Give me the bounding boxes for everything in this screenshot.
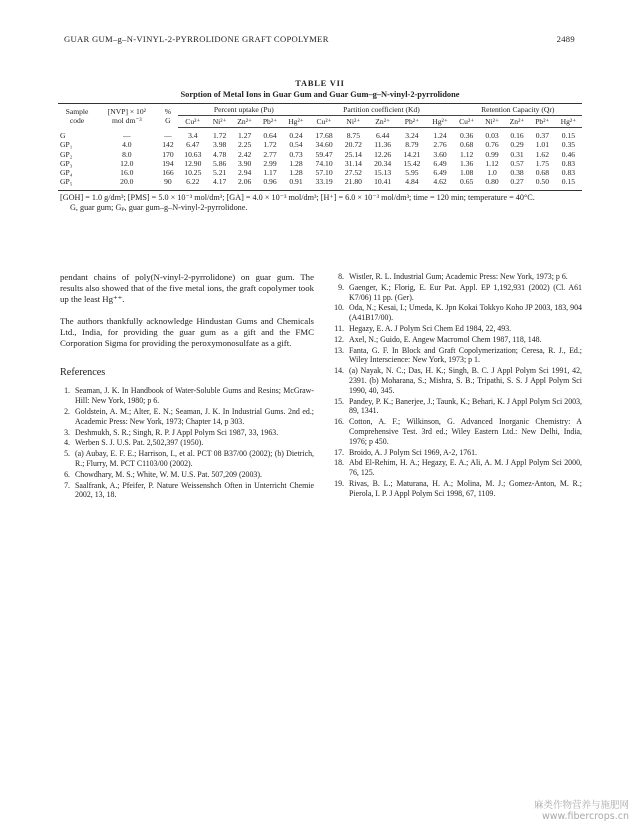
table-cell: 14.21 [403,149,421,159]
header-partition-coefficient: Partition coefficient (Kd) [309,104,453,116]
table-cell: 0.57 [510,158,524,168]
table-cell: 0.54 [289,140,303,150]
reference-number: 14. [334,366,344,376]
table-cell: 20.0 [120,177,134,187]
table-cell: GP₁ [60,140,73,150]
table-vii [58,78,582,214]
table-cell: 5.86 [213,158,227,168]
reference-text: Werben S. J. U.S. Pat. 2,502,397 (1950). [75,438,204,448]
table-cell: 17.68 [315,131,333,140]
table-cell: 1.17 [263,168,277,178]
reference-text: Chowdhary, M. S.; White, W. M. U.S. Pat. 507,209 (2003). [75,469,262,479]
reference-item [334,397,582,417]
table-cell: 0.37 [535,131,550,140]
reference-text: Cotton, A. F.; Wilkinson, G. Advanced Inorganic Chemistry: A Comprehensive Test. 3rd ed.; Wiley Eastern Ltd.: New Delhi, India, 1976; p 450. [349,417,582,446]
table-row [58,150,582,159]
reference-item [334,346,582,366]
table-body [58,128,582,191]
table-cell: 5.21 [213,168,227,178]
table-cell: 0.83 [561,158,576,168]
table-cell: 0.35 [561,140,576,150]
table-cell: 15.42 [403,158,421,168]
reference-text: Deshmukh, S. R.; Singh, R. P. J Appl Polym Sci 1987, 33, 1963. [75,427,279,437]
table-cell: 3.4 [188,131,198,140]
table-cell: 0.68 [460,140,474,150]
reference-item [60,438,314,448]
table-row [58,128,582,141]
table-cell: 1.08 [460,168,474,178]
table-caption [58,78,582,100]
table-row [58,159,582,168]
reference-text: Pandey, P. K.; Banerjee, J.; Taunk, K.; Behari, K. J Appl Polym Sci 2003, 89, 1341. [349,396,582,416]
table-cell: 0.15 [561,177,576,187]
table-cell: 6.49 [433,158,447,168]
reference-text: (a) Nayak, N. C.; Das, H. K.; Singh, B. C. J Appl Polym Sci 1991, 42, 2391. (b) Moharana, S.; Mishra, S. B.; Tripathi, S. S. J Appl Polym Sci 1990, 40, 345. [349,366,582,395]
reference-text: Hegazy, E. A. J Polym Sci Chem Ed 1984, 22, 493. [349,323,512,333]
table-cell: 5.95 [405,168,419,178]
reference-text: Saalfrank, A.; Pfeifer, P. Nature Weissenshch Often in Unterricht Chemie 2002, 13, 18. [75,480,314,500]
table-cell: 1.27 [238,131,252,140]
table-cell: 0.73 [289,149,303,159]
reference-item [334,366,582,395]
table-cell: GP₅ [60,177,73,187]
table-cell: 3.60 [433,149,447,159]
table-cell: 31.14 [344,158,362,168]
table-footnote [58,193,582,214]
table-cell: 166 [162,168,174,178]
table-cell: 1.36 [460,158,474,168]
table-cell: 2.76 [433,140,447,150]
watermark-line-1: 麻类作物营养与施肥网 [533,800,629,811]
table-cell: 27.52 [344,168,362,178]
reference-item [334,272,582,282]
table-cell: 25.14 [344,149,362,159]
left-column [60,272,314,501]
table-cell: 21.80 [344,177,362,187]
reference-number: 3. [64,427,70,437]
reference-item [334,335,582,345]
table-cell: 12.26 [374,149,392,159]
table-cell: 6.44 [376,131,390,140]
reference-item [334,324,582,334]
table-cell: 4.84 [405,177,419,187]
table-cell: 1.72 [213,131,227,140]
page-number: 2489 [556,34,575,44]
table-cell: 0.16 [510,131,524,140]
reference-item [60,470,314,480]
reference-text: Goldstein, A. M.; Alter, E. N.; Seaman, J. K. In Industrial Gums. 2nd ed.; Academic Press: New York, 1973; Chapter 14, p 303. [75,407,314,426]
table-cell: 33.19 [315,177,333,187]
reference-number: 6. [64,469,70,479]
watermark-line-2: www.fibercrops.cn [542,811,629,822]
table-cell: 0.83 [561,168,576,178]
table-row [58,140,582,149]
table-cell: 0.24 [289,131,303,140]
table-cell: 0.31 [510,149,524,159]
ion-header: Zn²⁺ [368,116,397,128]
table-cell: 4.0 [122,140,132,150]
table-cell: 59.47 [315,149,333,159]
table-cell: 0.99 [485,149,499,159]
table-cell: 0.46 [561,149,576,159]
table-cell: 4.17 [213,177,227,187]
reference-item [60,407,314,427]
ion-header: Pb²⁺ [257,116,282,128]
table-cell: 15.13 [374,168,392,178]
table-cell: 2.77 [263,149,277,159]
running-head [64,34,575,44]
table-cell: 1.28 [289,158,303,168]
references-list-right [334,272,582,499]
reference-text: Fanta, G. F. In Block and Graft Copolymerization; Ceresa, R. J., Ed.; Wiley Interscience: New York, 1973; p 1. [349,345,582,365]
references-list-left [60,386,314,500]
watermark [534,800,629,822]
table-cell: 0.27 [510,177,524,187]
table-label: TABLE VII [295,79,345,88]
reference-number: 15. [334,396,344,406]
reference-item [60,481,314,501]
table-cell: 11.36 [374,140,392,150]
reference-item [334,448,582,458]
table-cell: 1.12 [460,149,474,159]
reference-item [334,479,582,499]
table-cell: 8.75 [346,131,361,140]
reference-number: 11. [334,323,344,333]
ion-header: Cu²⁺ [309,116,338,128]
reference-text: Rivas, B. L.; Maturana, H. A.; Molina, M. J.; Gomez-Anton, M. R.; Pierola, I. P. J Appl Polym Sci 1998, 67, 1109. [349,478,582,498]
reference-text: (a) Aubay, E. F. E.; Harrison, I., et al. PCT 08 B37/00 (2002); (b) Dietrich, R.; Flurry, M. PCT C1103/00 (2002). [75,449,314,468]
table-cell: 90 [164,177,172,187]
reference-item [334,417,582,446]
sorption-table [58,103,582,191]
ion-header: Zn²⁺ [232,116,258,128]
table-cell: 0.65 [460,177,474,187]
reference-number: 16. [334,417,344,427]
ion-header: Hg²⁺ [555,116,582,128]
table-cell: 20.34 [374,158,392,168]
table-cell: 0.91 [289,177,303,187]
table-cell: 1.24 [433,131,447,140]
reference-text: Axel, N.; Guido, E. Angew Macromol Chem 1987, 118, 148. [349,334,542,344]
reference-item [334,303,582,323]
reference-number: 13. [334,345,344,355]
right-column [334,272,582,500]
table-cell: 0.80 [485,177,499,187]
table-cell: GP₄ [60,168,73,178]
header-percent-uptake: Percent uptake (Pu) [178,104,309,116]
table-cell: 3.98 [213,140,227,150]
table-cell: G [60,130,66,140]
table-cell: 142 [162,140,174,150]
reference-number: 17. [334,447,344,457]
body-paragraph-2: The authors thankfully acknowledge Hindustan Gums and Chemicals Ltd., India, for providing the guar gum as a gift and the FMC Corporation Sigma for providing the peroxymonosulfate as a gift. [60,315,314,349]
references-heading: References [60,367,106,379]
table-cell: 0.50 [535,177,550,187]
ion-header: Cu²⁺ [178,116,207,128]
reference-text: Oda, N.; Kesai, I.; Umeda, K. Jpn Kokai Tokkyo Koho JP 2003, 183, 904 (A41B17/00). [349,303,582,323]
table-row [58,168,582,177]
table-cell: 0.03 [485,131,499,140]
reference-item [60,449,314,469]
table-cell: 0.64 [263,131,277,140]
table-cell: 0.76 [485,140,499,150]
table-cell: — [164,130,172,140]
body-paragraph-1: pendant chains of poly(N-vinyl-2-pyrrolidone) on guar gum. The results also showed that of the five metal ions, the graft copolymer took up the least Hg⁺⁺. [60,272,314,305]
reference-item [334,458,582,478]
table-cell: 10.63 [184,149,202,159]
table-cell: 16.0 [120,168,134,178]
table-cell: 2.99 [263,158,277,168]
reference-number: 1. [64,386,70,396]
table-cell: 2.94 [238,168,252,178]
table-cell: 2.25 [238,140,252,150]
table-cell: 10.25 [184,168,202,178]
reference-number: 2. [64,407,70,417]
table-cell: 1.01 [535,140,550,150]
header-grafting: % G [164,106,172,125]
header-nvp: [NVP] × 10² mol dm⁻³ [107,106,146,125]
table-cell: 6.47 [186,140,200,150]
table-cell: 0.68 [535,168,550,178]
header-sample: Sample code [65,106,89,125]
reference-number: 7. [64,480,70,490]
reference-text: Seaman, J. K. In Handbook of Water-Soluble Gums and Resins; McGraw-Hill: New York, 1980; p 6. [75,386,314,406]
table-cell: 1.12 [485,158,499,168]
reference-text: Gaenger, K.; Florig, E. Eur Pat. Appl. EP 1,192,931 (2002) (Cl. A61 K7/06) 11 pp. (Ger). [349,282,582,302]
table-cell: 8.0 [122,149,132,159]
ion-header: Pb²⁺ [397,116,426,128]
table-cell: 1.72 [263,140,277,150]
reference-item [60,386,314,406]
table-cell: 1.75 [535,158,550,168]
ion-header: Ni²⁺ [207,116,231,128]
reference-text: Wistler, R. L. Industrial Gum; Academic Press: New York, 1973; p 6. [349,272,568,281]
reference-item [60,428,314,438]
table-cell: 20.72 [344,140,362,150]
reference-number: 9. [338,282,344,292]
reference-number: 12. [334,334,344,344]
table-row [58,177,582,190]
reference-number: 8. [338,272,344,281]
table-cell: 3.90 [238,158,252,168]
table-footnote-conditions: [GOH] = 1.0 g/dm³; [PMS] = 5.0 × 10⁻³ mol/dm³; [GA] = 4.0 × 10⁻³ mol/dm³; [H⁺] = 6.0 × 10⁻³ mol/dm³; time = 120 min; temperature = 40°C. [60,192,535,202]
header-retention-capacity: Retention Capacity (Qr) [454,104,582,116]
ion-header: Hg²⁺ [427,116,454,128]
table-cell: 1.28 [289,168,303,178]
reference-number: 10. [334,303,344,313]
table-cell: 170 [162,149,174,159]
table-cell: 10.41 [374,177,392,187]
table-cell: GP₃ [60,158,73,168]
reference-text: Broido, A. J Polym Sci 1969, A-2, 1761. [349,447,478,457]
reference-number: 19. [334,478,344,488]
table-cell: 12.0 [120,158,134,168]
table-cell: 6.49 [433,168,447,178]
ion-header: Cu²⁺ [454,116,480,128]
table-cell: 12.90 [184,158,202,168]
table-title: Sorption of Metal Ions in Guar Gum and Guar Gum–g–N-vinyl-2-pyrrolidone [180,90,460,99]
ion-header: Zn²⁺ [504,116,530,128]
table-cell: 6.22 [186,177,200,187]
table-cell: 3.24 [405,131,419,140]
table-cell: 0.38 [510,168,524,178]
table-cell: 2.06 [238,177,252,187]
reference-number: 5. [64,449,70,459]
table-cell: 0.29 [510,140,524,150]
ion-header: Ni²⁺ [339,116,368,128]
table-cell: 8.79 [405,140,419,150]
reference-number: 18. [334,458,344,468]
table-cell: 4.62 [433,177,447,187]
table-cell: 2.42 [238,149,252,159]
ion-header: Ni²⁺ [480,116,504,128]
table-cell: 34.60 [315,140,333,150]
table-cell: 0.36 [460,131,474,140]
reference-text: Abd El-Rehim, H. A.; Hegazy, E. A.; Ali, A. M. J Appl Polym Sci 2000, 76, 125. [349,458,582,478]
table-cell: GP₂ [60,149,73,159]
table-cell: 1.0 [487,168,497,178]
table-cell: 4.78 [213,149,227,159]
reference-item [334,283,582,303]
ion-header: Hg²⁺ [283,116,310,128]
running-title: GUAR GUM–g–N-VINYL-2-PYRROLIDONE GRAFT COPOLYMER [64,34,329,44]
table-cell: 0.15 [561,131,576,140]
reference-number: 4. [64,438,70,448]
table-cell: 1.62 [535,149,550,159]
table-cell: 57.10 [315,168,333,178]
ion-header: Pb²⁺ [530,116,555,128]
table-cell: 194 [162,158,174,168]
table-cell: 74.10 [315,158,333,168]
table-cell: 0.96 [263,177,277,187]
table-footnote-abbrev: G, guar gum; Gₚ, guar gum–g–N-vinyl-2-pyrrolidone. [70,203,248,213]
table-cell: — [123,130,131,140]
